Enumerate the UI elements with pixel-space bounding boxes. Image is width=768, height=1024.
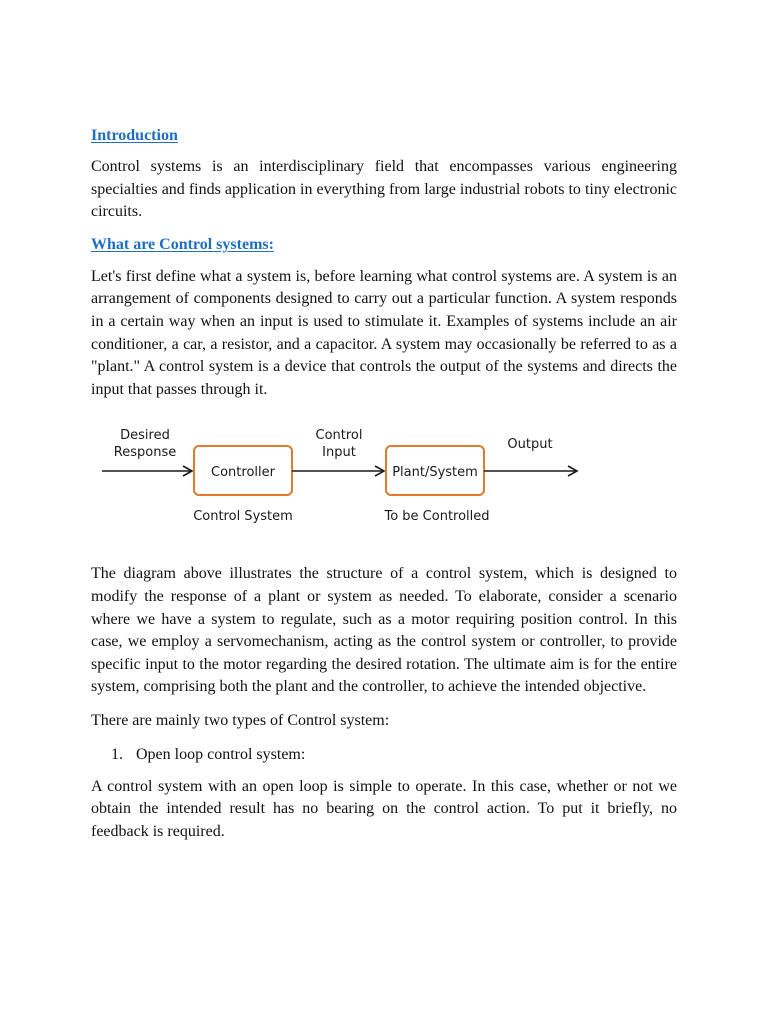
what-are-control-systems-heading: What are Control systems: — [91, 235, 274, 253]
plant-system-block-label: Plant/System — [392, 465, 478, 481]
control-system-block-diagram — [99, 419, 599, 549]
definition-paragraph: Let's first define what a system is, before learning what control systems are. A system is an arrangement of components designed to carry out a particular function. A system responds in a certain way when an input is used to stimulate it. Examples of systems include an air conditioner, a car, a resistor, and a capacitor. A system may occasionally be referred to as a "plant." A control system is a device that controls the output of the systems and directs the input that passes through it. — [91, 267, 677, 398]
list-item-number: 1. — [111, 745, 123, 763]
list-item-text: Open loop control system: — [136, 745, 306, 763]
control-system-types-list — [91, 744, 677, 766]
introduction-paragraph: Control systems is an interdisciplinary field that encompasses various engineering specialties and finds application in everything from large industrial robots to tiny electronic circuits. — [91, 158, 677, 221]
control-label-line1: Control — [315, 428, 363, 444]
introduction-heading: Introduction — [91, 127, 178, 144]
document-content — [91, 125, 677, 843]
diagram-explanation-paragraph: The diagram above illustrates the structure of a control system, which is designed to modify the response of a plant or system as needed. To elaborate, consider a scenario where we have a system to regulate, such as a motor requiring position control. In this case, we employ a servomechanism, acting as the control system or controller, to provide specific input to the motor regarding the desired rotation. The ultimate aim is for the entire system, comprising both the plant and the controller, to achieve the intended objective. — [91, 565, 677, 696]
controller-block-label: Controller — [211, 465, 275, 481]
to-be-controlled-caption: To be Controlled — [384, 509, 490, 525]
list-item — [91, 744, 677, 766]
control-system-caption: Control System — [193, 509, 293, 525]
types-intro-paragraph: There are mainly two types of Control system: — [91, 711, 390, 729]
response-label-line2: Response — [113, 445, 177, 461]
desired-label-line1: Desired — [120, 428, 170, 444]
open-loop-paragraph: A control system with an open loop is simple to operate. In this case, whether or not we obtain the intended result has no bearing on the control action. To put it briefly, no feedback is required. — [91, 777, 677, 840]
output-label: Output — [507, 437, 553, 453]
input-label-line2: Input — [322, 445, 356, 461]
